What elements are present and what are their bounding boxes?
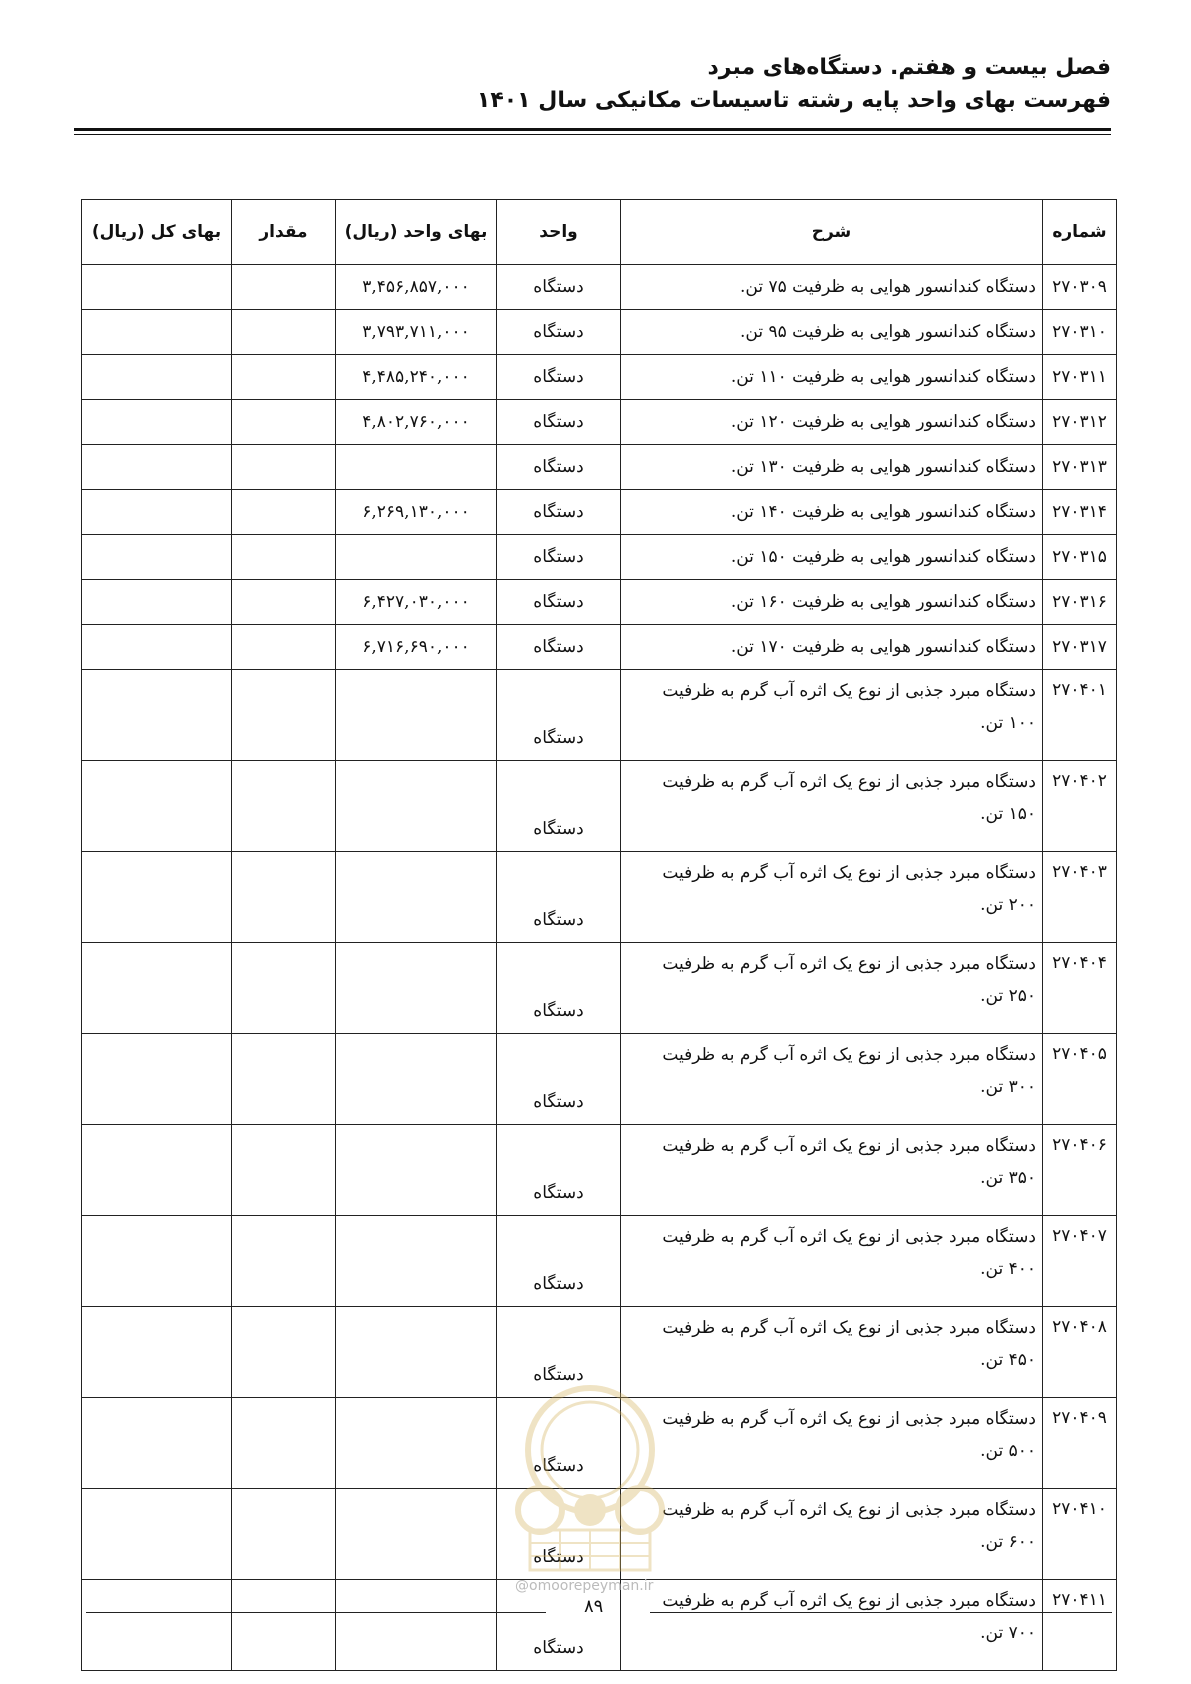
watermark-site: @omoorepeyman.ir [515,1578,654,1594]
item-description-line1: دستگاه مبرد جذبی از نوع یک اثره آب گرم به ظرفیت [662,1045,1036,1065]
table-row [82,310,1117,355]
table-row [82,535,1117,580]
item-quantity [232,310,336,355]
item-description [621,1398,1043,1489]
table-row [82,670,1117,761]
table-row [82,1489,1117,1580]
item-unit: دستگاه [497,1034,621,1125]
item-unit-price [336,852,497,943]
item-total-price [82,1489,232,1580]
item-unit: دستگاه [497,1489,621,1580]
item-quantity [232,265,336,310]
item-quantity [232,1125,336,1216]
item-unit: دستگاه [497,580,621,625]
item-unit: دستگاه [497,943,621,1034]
item-quantity [232,670,336,761]
item-description [621,1125,1043,1216]
item-description [621,943,1043,1034]
item-total-price [82,852,232,943]
item-total-price [82,1307,232,1398]
item-unit: دستگاه [497,400,621,445]
item-number: ۲۷۰۳۱۴ [1043,490,1117,535]
item-unit: دستگاه [497,852,621,943]
item-total-price [82,445,232,490]
item-quantity [232,1580,336,1671]
item-unit-price [336,1307,497,1398]
item-description-line2: ۱۰۰ تن. [980,713,1036,733]
item-unit-price: ۴,۸۰۲,۷۶۰,۰۰۰ [336,400,497,445]
col-header-number: شماره [1043,200,1117,265]
item-number: ۲۷۰۳۱۵ [1043,535,1117,580]
item-description-line1: دستگاه مبرد جذبی از نوع یک اثره آب گرم به ظرفیت [662,1500,1036,1520]
item-total-price [82,265,232,310]
table-row [82,1034,1117,1125]
item-description: دستگاه کندانسور هوایی به ظرفیت ۱۲۰ تن. [621,400,1043,445]
item-unit: دستگاه [497,1580,621,1671]
item-description: دستگاه کندانسور هوایی به ظرفیت ۱۶۰ تن. [621,580,1043,625]
item-quantity [232,580,336,625]
table-row [82,400,1117,445]
item-total-price [82,580,232,625]
item-unit: دستگاه [497,625,621,670]
table-row [82,445,1117,490]
col-header-unit-price: بهای واحد (ریال) [336,200,497,265]
item-unit-price [336,1216,497,1307]
header-rule-thick [74,128,1111,131]
item-unit: دستگاه [497,265,621,310]
item-description-line2: ۵۰۰ تن. [980,1441,1036,1461]
price-table [81,199,1117,1671]
item-total-price [82,1216,232,1307]
item-unit: دستگاه [497,490,621,535]
header-rule-thin [74,134,1111,135]
item-description-line2: ۴۰۰ تن. [980,1259,1036,1279]
item-quantity [232,1307,336,1398]
item-total-price [82,310,232,355]
item-description-line2: ۴۵۰ تن. [980,1350,1036,1370]
item-number: ۲۷۰۴۰۶ [1043,1125,1117,1216]
page-number: ۸۹ [584,1596,604,1617]
item-quantity [232,1034,336,1125]
item-description-line1: دستگاه مبرد جذبی از نوع یک اثره آب گرم به ظرفیت [662,681,1036,701]
item-unit: دستگاه [497,1216,621,1307]
table-row [82,1216,1117,1307]
item-unit: دستگاه [497,761,621,852]
table-row [82,355,1117,400]
item-unit-price [336,445,497,490]
item-description-line1: دستگاه مبرد جذبی از نوع یک اثره آب گرم به ظرفیت [662,1409,1036,1429]
item-quantity [232,1398,336,1489]
item-total-price [82,761,232,852]
item-description [621,1216,1043,1307]
item-number: ۲۷۰۴۰۹ [1043,1398,1117,1489]
item-quantity [232,355,336,400]
item-unit: دستگاه [497,670,621,761]
item-description-line1: دستگاه مبرد جذبی از نوع یک اثره آب گرم به ظرفیت [662,772,1036,792]
item-total-price [82,1580,232,1671]
item-number: ۲۷۰۳۱۱ [1043,355,1117,400]
item-description [621,670,1043,761]
item-description-line2: ۳۵۰ تن. [980,1168,1036,1188]
item-total-price [82,1398,232,1489]
item-number: ۲۷۰۴۱۱ [1043,1580,1117,1671]
item-total-price [82,355,232,400]
col-header-unit: واحد [497,200,621,265]
item-description-line1: دستگاه مبرد جذبی از نوع یک اثره آب گرم به ظرفیت [662,1136,1036,1156]
item-quantity [232,535,336,580]
item-unit: دستگاه [497,1307,621,1398]
item-quantity [232,400,336,445]
table-row [82,1398,1117,1489]
item-unit-price: ۴,۴۸۵,۲۴۰,۰۰۰ [336,355,497,400]
item-description: دستگاه کندانسور هوایی به ظرفیت ۷۵ تن. [621,265,1043,310]
item-unit: دستگاه [497,355,621,400]
item-unit: دستگاه [497,445,621,490]
item-description: دستگاه کندانسور هوایی به ظرفیت ۱۱۰ تن. [621,355,1043,400]
item-quantity [232,852,336,943]
item-unit-price [336,535,497,580]
item-unit-price [336,1489,497,1580]
item-number: ۲۷۰۴۰۵ [1043,1034,1117,1125]
table-row [82,580,1117,625]
col-header-quantity: مقدار [232,200,336,265]
item-description-line1: دستگاه مبرد جذبی از نوع یک اثره آب گرم به ظرفیت [662,863,1036,883]
item-description-line2: ۶۰۰ تن. [980,1532,1036,1552]
table-row [82,852,1117,943]
item-quantity [232,943,336,1034]
item-number: ۲۷۰۴۰۸ [1043,1307,1117,1398]
item-number: ۲۷۰۳۱۲ [1043,400,1117,445]
item-description [621,1307,1043,1398]
item-description [621,761,1043,852]
item-unit: دستگاه [497,1398,621,1489]
item-description [621,852,1043,943]
item-number: ۲۷۰۳۱۳ [1043,445,1117,490]
item-total-price [82,490,232,535]
item-unit-price [336,943,497,1034]
item-description-line1: دستگاه مبرد جذبی از نوع یک اثره آب گرم به ظرفیت [662,1591,1036,1611]
item-unit: دستگاه [497,535,621,580]
item-description: دستگاه کندانسور هوایی به ظرفیت ۱۳۰ تن. [621,445,1043,490]
item-number: ۲۷۰۴۰۳ [1043,852,1117,943]
table-row [82,490,1117,535]
item-number: ۲۷۰۴۰۲ [1043,761,1117,852]
item-unit-price: ۶,۴۲۷,۰۳۰,۰۰۰ [336,580,497,625]
item-number: ۲۷۰۳۱۶ [1043,580,1117,625]
col-header-total-price: بهای کل (ریال) [82,200,232,265]
item-quantity [232,761,336,852]
price-list-title: فهرست بهای واحد پایه رشته تاسیسات مکانیکی سال ۱۴۰۱ [476,88,1111,113]
table-row [82,625,1117,670]
item-quantity [232,445,336,490]
item-description: دستگاه کندانسور هوایی به ظرفیت ۱۷۰ تن. [621,625,1043,670]
table-row [82,265,1117,310]
item-description-line2: ۷۰۰ تن. [980,1623,1036,1643]
item-unit-price [336,1125,497,1216]
table-row [82,943,1117,1034]
item-description-line1: دستگاه مبرد جذبی از نوع یک اثره آب گرم به ظرفیت [662,1227,1036,1247]
item-number: ۲۷۰۴۱۰ [1043,1489,1117,1580]
item-total-price [82,670,232,761]
item-description: دستگاه کندانسور هوایی به ظرفیت ۹۵ تن. [621,310,1043,355]
item-unit-price: ۶,۲۶۹,۱۳۰,۰۰۰ [336,490,497,535]
item-unit-price [336,1034,497,1125]
chapter-title: فصل بیست و هفتم. دستگاه‌های مبرد [707,55,1111,80]
table-row [82,1307,1117,1398]
item-quantity [232,1216,336,1307]
item-unit-price: ۳,۴۵۶,۸۵۷,۰۰۰ [336,265,497,310]
item-description [621,1034,1043,1125]
table-row [82,1125,1117,1216]
item-unit-price: ۶,۷۱۶,۶۹۰,۰۰۰ [336,625,497,670]
col-header-description: شرح [621,200,1043,265]
item-total-price [82,625,232,670]
item-number: ۲۷۰۴۰۷ [1043,1216,1117,1307]
item-quantity [232,1489,336,1580]
item-description-line2: ۲۵۰ تن. [980,986,1036,1006]
item-unit-price: ۳,۷۹۳,۷۱۱,۰۰۰ [336,310,497,355]
item-quantity [232,625,336,670]
footer-rule-right [650,1612,1112,1613]
item-number: ۲۷۰۴۰۱ [1043,670,1117,761]
item-unit: دستگاه [497,1125,621,1216]
item-description: دستگاه کندانسور هوایی به ظرفیت ۱۵۰ تن. [621,535,1043,580]
item-total-price [82,535,232,580]
item-description [621,1580,1043,1671]
item-total-price [82,400,232,445]
item-description-line2: ۳۰۰ تن. [980,1077,1036,1097]
item-number: ۲۷۰۳۱۷ [1043,625,1117,670]
item-description [621,1489,1043,1580]
item-description-line1: دستگاه مبرد جذبی از نوع یک اثره آب گرم به ظرفیت [662,954,1036,974]
item-unit: دستگاه [497,310,621,355]
item-description-line2: ۲۰۰ تن. [980,895,1036,915]
item-unit-price [336,1398,497,1489]
item-unit-price [336,670,497,761]
item-description: دستگاه کندانسور هوایی به ظرفیت ۱۴۰ تن. [621,490,1043,535]
item-total-price [82,1034,232,1125]
item-unit-price [336,761,497,852]
item-number: ۲۷۰۴۰۴ [1043,943,1117,1034]
item-number: ۲۷۰۳۱۰ [1043,310,1117,355]
item-total-price [82,943,232,1034]
item-quantity [232,490,336,535]
item-total-price [82,1125,232,1216]
item-description-line1: دستگاه مبرد جذبی از نوع یک اثره آب گرم به ظرفیت [662,1318,1036,1338]
item-description-line2: ۱۵۰ تن. [980,804,1036,824]
footer-rule-left [86,1612,546,1613]
table-header-row [82,200,1117,265]
item-unit-price [336,1580,497,1671]
item-number: ۲۷۰۳۰۹ [1043,265,1117,310]
page-header [477,52,1111,118]
table-row [82,761,1117,852]
